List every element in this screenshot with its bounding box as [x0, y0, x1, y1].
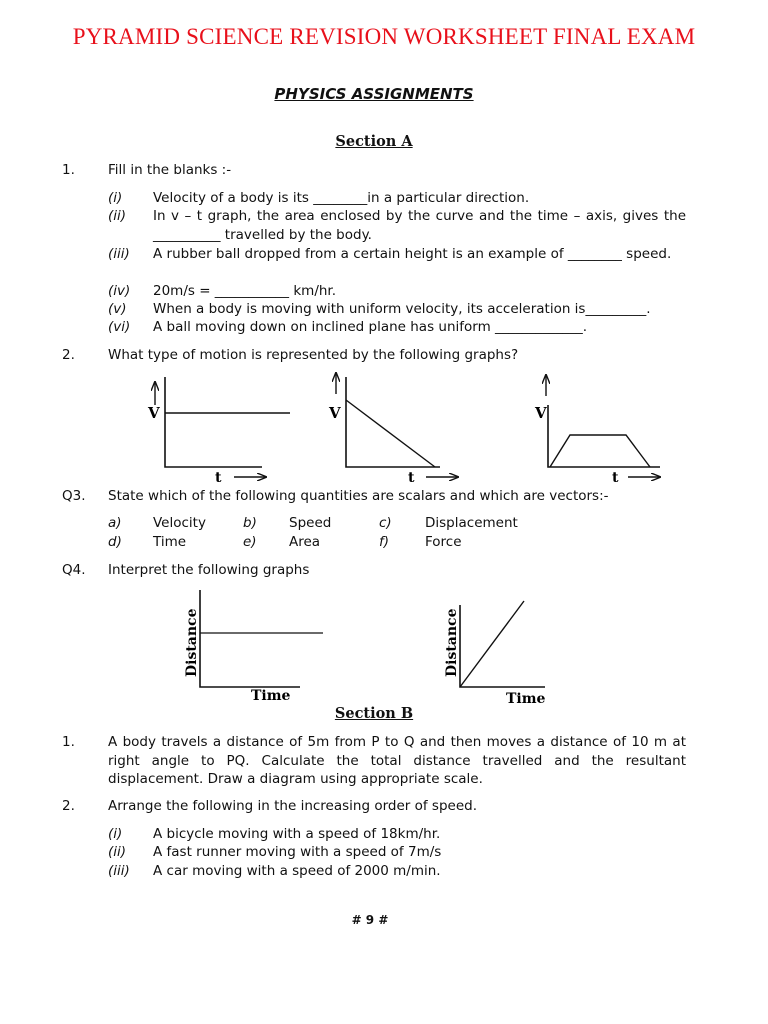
q3-option-letter: e)	[243, 534, 257, 550]
distance-time-graphs	[0, 585, 768, 710]
page-number: # 9 #	[351, 913, 389, 927]
vt-graphs	[0, 370, 768, 490]
q1-number: 1.	[62, 162, 75, 178]
v-axis-label: V	[329, 404, 341, 422]
q3-option-letter: f)	[379, 534, 390, 550]
q2-number: 2.	[62, 347, 75, 363]
vt-graph-trapezoid	[534, 375, 660, 486]
q1-item-number: (i)	[108, 190, 123, 206]
dt-graph-at-rest	[184, 590, 323, 704]
b-q2-item-text: A car moving with a speed of 2000 m/min.	[153, 863, 441, 879]
q1-item-text: A rubber ball dropped from a certain height is an example of ________ speed.	[153, 246, 672, 262]
v-axis-label: V	[535, 404, 547, 422]
b-q1-text: A body travels a distance of 5m from P to Q and then moves a distance of 10 m at right angle to PQ. Calculate the total distance travelled and the resultant displacement. Draw a diagram using appropriate scale.	[108, 734, 686, 787]
time-axis-label: Time	[251, 688, 291, 704]
q1-item-text: A ball moving down on inclined plane has uniform _____________.	[153, 319, 588, 335]
b-q1-number: 1.	[62, 734, 75, 750]
section-a-heading: Section A	[335, 133, 413, 150]
vt-graph-uniform-velocity	[147, 377, 290, 486]
q3-option-text: Area	[289, 534, 321, 550]
distance-axis-label: Distance	[184, 608, 200, 677]
q1-item-text: Velocity of a body is its ________in a particular direction.	[153, 190, 530, 206]
b-q2-item-number: (ii)	[108, 844, 127, 860]
q4-number: Q4.	[62, 562, 86, 578]
q3-option-text: Displacement	[425, 515, 518, 531]
q4-text: Interpret the following graphs	[108, 562, 310, 578]
q1-item-text: 20m/s = ___________ km/hr.	[153, 283, 337, 299]
q1-item-number: (ii)	[108, 208, 127, 224]
q3-text: State which of the following quantities are scalars and which are vectors:-	[108, 488, 609, 504]
v-axis-label: V	[148, 404, 160, 422]
t-axis-label: t	[215, 470, 222, 486]
q1-item-number: (v)	[108, 301, 127, 317]
t-axis-label: t	[408, 470, 415, 486]
b-q2-number: 2.	[62, 798, 75, 814]
distance-axis-label: Distance	[444, 608, 460, 677]
q1-item-text: When a body is moving with uniform velocity, its acceleration is_________.	[153, 301, 651, 317]
t-axis-label: t	[612, 470, 619, 486]
q1-item-number: (iii)	[108, 246, 130, 262]
b-q2-item-text: A bicycle moving with a speed of 18km/hr.	[153, 826, 441, 842]
b-q2-item-number: (i)	[108, 826, 123, 842]
q2-text: What type of motion is represented by the following graphs?	[108, 347, 519, 363]
q1-item-text: In v – t graph, the area enclosed by the curve and the time – axis, gives the __________ travelled by the body.	[153, 208, 686, 243]
q3-option-text: Force	[425, 534, 462, 550]
q1-item-number: (iv)	[108, 283, 131, 299]
b-q2-item-text: A fast runner moving with a speed of 7m/s	[153, 844, 442, 860]
q3-number: Q3.	[62, 488, 86, 504]
q3-option-text: Speed	[289, 515, 332, 531]
vt-graph-decreasing-velocity	[328, 373, 458, 486]
b-q2-item-number: (iii)	[108, 863, 130, 879]
q3-option-text: Velocity	[153, 515, 206, 531]
dt-graph-uniform-motion	[444, 601, 546, 707]
q1-item-number: (vi)	[108, 319, 131, 335]
time-axis-label: Time	[506, 691, 546, 707]
q3-option-letter: b)	[243, 515, 257, 531]
worksheet-title: PYRAMID SCIENCE REVISION WORKSHEET FINAL EXAM	[72, 24, 696, 49]
subtitle: PHYSICS ASSIGNMENTS	[274, 85, 474, 103]
section-b-heading: Section B	[334, 705, 414, 722]
q1-text: Fill in the blanks :-	[108, 162, 232, 178]
q3-option-letter: d)	[108, 534, 122, 550]
b-q2-text: Arrange the following in the increasing order of speed.	[108, 798, 477, 814]
q3-option-letter: a)	[108, 515, 122, 531]
q3-option-text: Time	[153, 534, 187, 550]
q3-option-letter: c)	[379, 515, 392, 531]
